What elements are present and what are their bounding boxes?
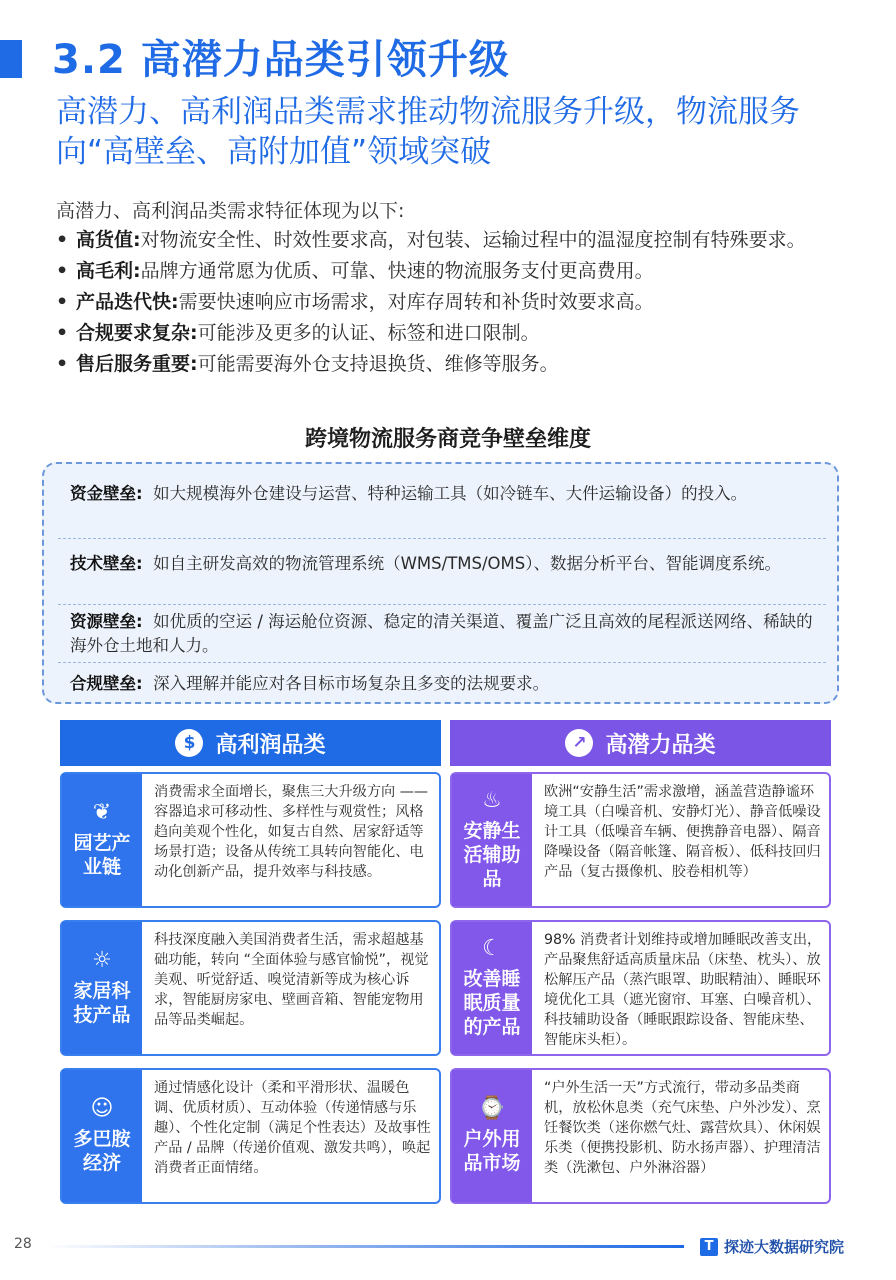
card-label: 多巴胺经济 xyxy=(73,1128,131,1174)
barrier-item-capital xyxy=(70,482,818,506)
list-item xyxy=(56,259,856,284)
bullet-text: 品牌方通常愿为优质、可靠、快速的物流服务支付更高费用。 xyxy=(140,260,654,282)
divider xyxy=(58,662,826,663)
barrier-item-compliance xyxy=(70,672,818,696)
title-accent-bar xyxy=(0,40,22,78)
bullet-icon: • xyxy=(56,291,69,313)
sprout-icon: ❦ xyxy=(92,800,112,825)
card-text: 98% 消费者计划维持或增加睡眠改善支出，产品聚焦舒适高质量床品（床垫、枕头）、放松解压产品（蒸汽眼罩、助眠精油）、睡眠环境优化工具（遮光窗帘、耳塞、白噪音机）、科技辅助设备（睡眠跟踪设备、智能床垫、智能床头柜）。 xyxy=(544,932,822,1048)
barrier-key: 技术壁垒: xyxy=(70,554,143,573)
lamp-icon: ♨ xyxy=(482,788,502,813)
footer-divider xyxy=(44,1245,684,1248)
footer-brand xyxy=(700,1236,844,1257)
card-gardening xyxy=(60,772,441,908)
barrier-text: 深入理解并能应对各目标市场复杂且多变的法规要求。 xyxy=(153,674,550,693)
brand-name: 探迹大数据研究院 xyxy=(724,1238,845,1256)
card-label-block xyxy=(452,1070,532,1202)
card-sleep xyxy=(450,920,831,1056)
card-quiet-life xyxy=(450,772,831,908)
bullet-key: 产品迭代快: xyxy=(76,291,179,313)
high-potential-header xyxy=(450,720,831,766)
card-label: 园艺产业链 xyxy=(73,832,131,878)
list-item xyxy=(56,352,856,377)
page-number: 28 xyxy=(14,1236,32,1252)
card-text: 通过情感化设计（柔和平滑形状、温暖色调、优质材质）、互动体验（传递情感与乐趣）、个性化定制（满足个性表达）及故事性产品 / 品牌（传递价值观、激发共鸣），唤起消费者正面情绪。 xyxy=(154,1080,431,1176)
smartwatch-icon: ⌚ xyxy=(478,1096,506,1121)
column-title: 高利润品类 xyxy=(215,732,326,758)
barriers-panel xyxy=(42,462,839,704)
card-label-block xyxy=(452,922,532,1054)
page-subtitle: 高潜力、高利润品类需求推动物流服务升级，物流服务向“高壁垒、高附加值”领域突破 xyxy=(56,94,800,170)
smiley-bag-icon: ☺ xyxy=(90,1096,114,1121)
card-label-block xyxy=(452,774,532,906)
high-profit-header xyxy=(60,720,441,766)
bullet-icon: • xyxy=(56,322,69,344)
bullet-key: 合规要求复杂: xyxy=(76,322,198,344)
card-dopamine xyxy=(60,1068,441,1204)
barrier-key: 合规壁垒: xyxy=(70,674,143,693)
card-label: 安静生活辅助品 xyxy=(463,820,521,890)
card-label-block xyxy=(62,922,142,1054)
divider xyxy=(58,538,826,539)
barrier-item-resources xyxy=(70,610,818,658)
card-text: 欧洲“安静生活”需求激增，涵盖营造静谧环境工具（白噪音机、安静灯光）、静音低噪设计工具（低噪音车辆、便携静音电器）、隔音降噪设备（隔音帐篷、隔音板）、低科技回归产品（复古摄像机、胶卷相机等） xyxy=(544,784,821,880)
list-item xyxy=(56,321,856,346)
bullet-key: 高毛利: xyxy=(76,260,141,282)
bullet-text: 对物流安全性、时效性要求高，对包装、运输过程中的温湿度控制有特殊要求。 xyxy=(140,229,806,251)
list-item xyxy=(56,290,856,315)
card-label-block xyxy=(62,1070,142,1202)
card-home-tech xyxy=(60,920,441,1056)
money-bag-icon: $ xyxy=(175,729,203,757)
card-outdoor xyxy=(450,1068,831,1204)
barrier-text: 如自主研发高效的物流管理系统（WMS/TMS/OMS）、数据分析平台、智能调度系统。 xyxy=(153,554,781,573)
barrier-text: 如优质的空运 / 海运舱位资源、稳定的清关渠道、覆盖广泛且高效的尾程派送网络、稀缺的海外仓土地和人力。 xyxy=(70,612,813,655)
intro-text: 高潜力、高利润品类需求特征体现为以下: xyxy=(56,200,405,222)
barrier-item-technology xyxy=(70,552,818,576)
bullet-icon: • xyxy=(56,353,69,375)
bullet-text: 需要快速响应市场需求，对库存周转和补货时效要求高。 xyxy=(178,291,654,313)
barrier-key: 资金壁垒: xyxy=(70,484,143,503)
card-text: 消费需求全面增长，聚焦三大升级方向 —— 容器追求可移动性、多样性与观赏性；风格趋向美观个性化，如复古自然、居家舒适等场景打造；设备从传统工具转向智能化、电动化创新产品，提升效率与科技感。 xyxy=(154,784,429,880)
barriers-heading: 跨境物流服务商竞争壁垒维度 xyxy=(304,427,591,452)
page-title: 3.2 高潜力品类引领升级 xyxy=(52,37,510,83)
barrier-text: 如大规模海外仓建设与运营、特种运输工具（如冷链车、大件运输设备）的投入。 xyxy=(153,484,748,503)
list-item xyxy=(56,228,856,253)
trend-up-icon: ↗ xyxy=(565,729,593,757)
bullet-text: 可能需要海外仓支持退换货、维修等服务。 xyxy=(197,353,559,375)
feature-list xyxy=(56,228,856,383)
divider xyxy=(58,604,826,605)
ceiling-lamp-icon: ☼ xyxy=(92,948,112,973)
barrier-key: 资源壁垒: xyxy=(70,612,143,631)
column-title: 高潜力品类 xyxy=(605,732,716,758)
card-label-block xyxy=(62,774,142,906)
bullet-key: 售后服务重要: xyxy=(76,353,198,375)
card-text: 科技深度融入美国消费者生活，需求超越基础功能，转向 “全面体验与感官愉悦”，视觉美观、听觉舒适、嗅觉清新等成为核心诉求，智能厨房家电、壁画音箱、智能宠物用品等品类崛起。 xyxy=(154,932,429,1028)
bullet-text: 可能涉及更多的认证、标签和进口限制。 xyxy=(197,322,540,344)
bullet-icon: • xyxy=(56,260,69,282)
bullet-key: 高货值: xyxy=(76,229,141,251)
card-label: 改善睡眠质量的产品 xyxy=(463,968,521,1038)
brand-logo-icon: T xyxy=(700,1238,718,1256)
card-text: “户外生活一天”方式流行，带动多品类商机，放松休息类（充气床垫、户外沙发）、烹饪餐饮类（迷你燃气灶、露营炊具）、休闲娱乐类（便携投影机、防水扬声器）、护理清洁类（洗漱包、户外淋浴器） xyxy=(544,1080,821,1176)
bullet-icon: • xyxy=(56,229,69,251)
card-label: 家居科技产品 xyxy=(73,980,131,1026)
card-label: 户外用品市场 xyxy=(463,1128,521,1174)
bed-icon: ☾ xyxy=(482,936,502,961)
